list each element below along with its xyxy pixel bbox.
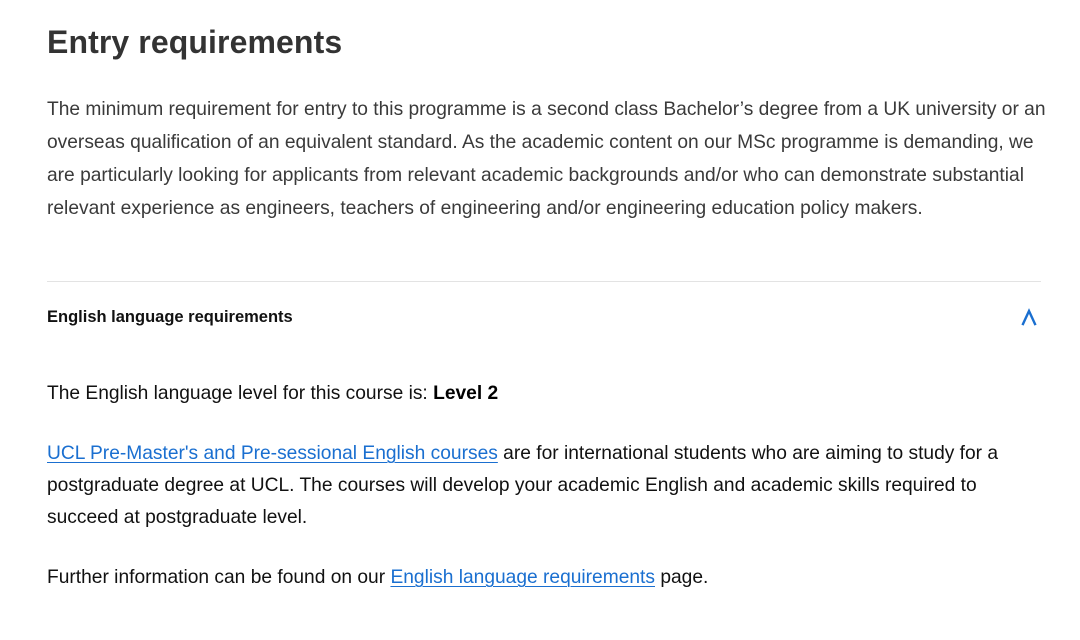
chevron-up-icon[interactable] xyxy=(1017,305,1041,329)
divider xyxy=(47,281,1041,282)
english-level-label: The English language level for this course is: xyxy=(47,383,434,404)
further-info-prefix: Further information can be found on our xyxy=(47,567,391,588)
further-info-paragraph xyxy=(47,562,1041,594)
pre-sessional-paragraph xyxy=(47,438,1041,534)
english-level-paragraph xyxy=(47,378,1041,410)
english-level-value: Level 2 xyxy=(433,383,499,404)
section-heading: Entry requirements xyxy=(47,24,343,60)
english-requirements-link[interactable]: English language requirements xyxy=(390,567,655,588)
pre-sessional-courses-link[interactable]: UCL Pre-Master's and Pre-sessional English courses xyxy=(47,443,498,464)
pre-sessional-description: are for international students who are aiming to study for a postgraduate degree at UCL. The courses will develop your academic English and academic skills required to succeed at postgraduate level. xyxy=(47,443,999,528)
intro-paragraph: The minimum requirement for entry to this programme is a second class Bachelor’s degree from a UK university or an overseas qualification of an equivalent standard. As the academic content on our MSc programme is demanding, we are particularly looking for applicants from relevant academic backgrounds and/or who can demonstrate substantial relevant experience as engineers, teachers of engineering and/or engineering education policy makers. xyxy=(47,99,1046,219)
accordion-title: English language requirements xyxy=(47,307,293,326)
english-requirements-accordion-header[interactable] xyxy=(47,300,1041,334)
further-info-suffix: page. xyxy=(654,567,709,588)
